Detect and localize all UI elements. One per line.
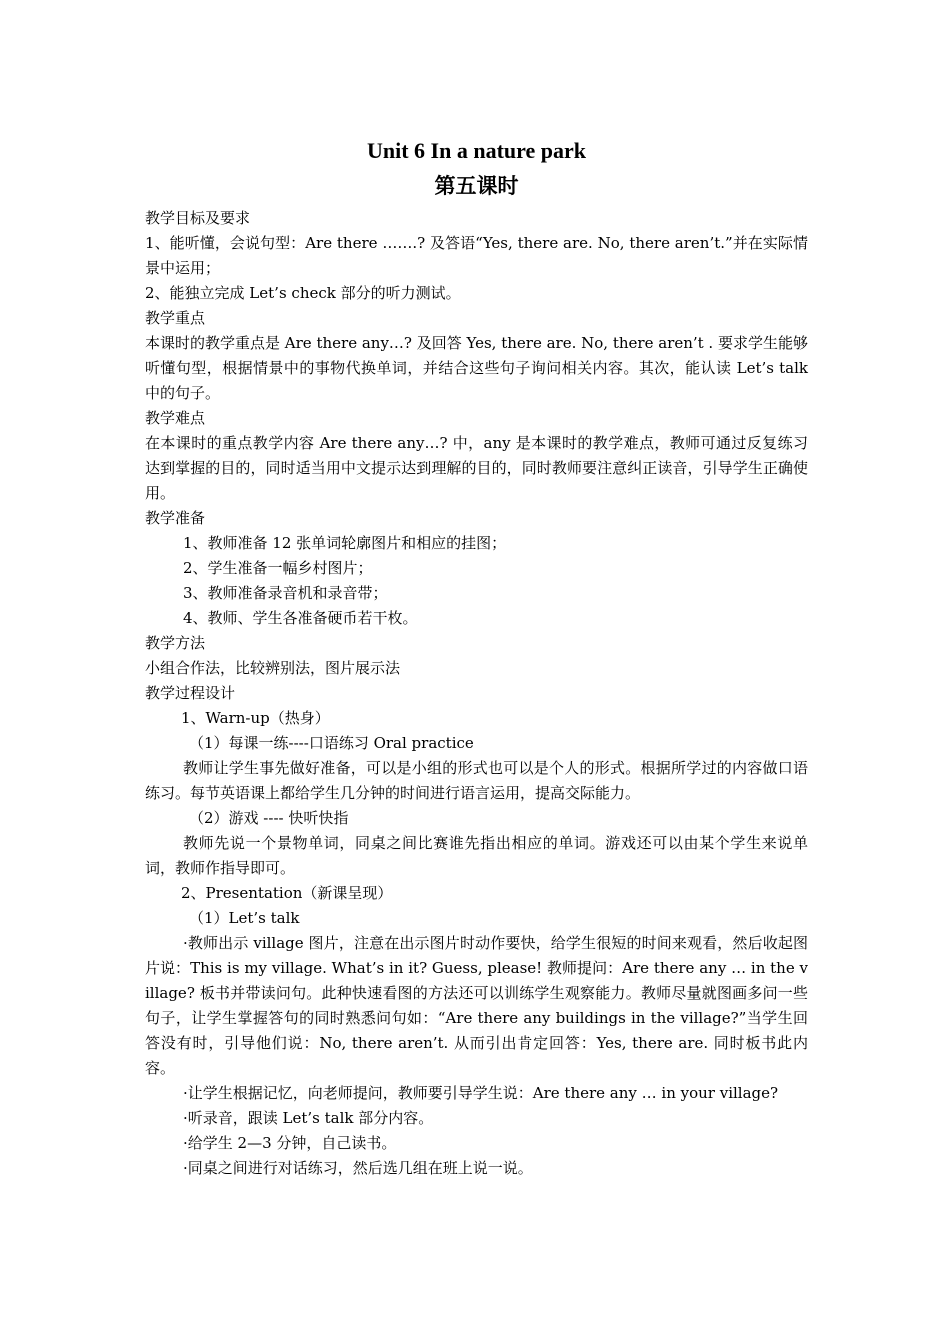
lesson-subtitle: 第五课时: [434, 173, 519, 198]
presentation-subheading-1: （1）Let’s talk: [189, 909, 300, 927]
methods-heading: 教学方法: [145, 634, 206, 652]
preparation-item: 1、教师准备 12 张单词轮廓图片和相应的挂图；: [183, 534, 507, 552]
presentation-heading: 2、Presentation（新课呈现）: [181, 884, 393, 902]
methods-text: 小组合作法，比较辨别法，图片展示法: [145, 659, 401, 677]
warmup-paragraph-2: 教师先说一个景物单词，同桌之间比赛谁先指出相应的单词。游戏还可以由某个学生来说单词，教师作指导即可。: [145, 834, 808, 877]
objective-item-2: 2、能独立完成 Let’s check 部分的听力测试。: [145, 284, 461, 302]
warmup-subheading-1: （1）每课一练----口语练习 Oral practice: [189, 734, 474, 752]
document-title: Unit 6 In a nature park: [366, 138, 587, 163]
preparation-heading: 教学准备: [145, 509, 206, 527]
preparation-item: 3、教师准备录音机和录音带；: [183, 584, 388, 602]
objectives-heading: 教学目标及要求: [145, 209, 251, 227]
presentation-bullet: ·让学生根据记忆，向老师提问，教师要引导学生说：Are there any … in your village?: [183, 1084, 779, 1102]
key-points-heading: 教学重点: [145, 309, 206, 327]
document-page: [145, 128, 808, 1181]
process-heading: 教学过程设计: [145, 684, 236, 702]
difficulties-text: 在本课时的重点教学内容 Are there any…? 中，any 是本课时的教学难点，教师可通过反复练习达到掌握的目的，同时适当用中文提示达到理解的目的，同时教师要注意纠正读音，引导学生正确使用。: [145, 434, 808, 502]
presentation-bullet: ·给学生 2—3 分钟，自己读书。: [183, 1134, 397, 1152]
preparation-item: 2、学生准备一幅乡村图片；: [183, 559, 373, 577]
warmup-heading: 1、Warn-up（热身）: [181, 709, 330, 727]
difficulties-heading: 教学难点: [145, 409, 206, 427]
preparation-item: 4、教师、学生各准备硬币若干枚。: [183, 609, 418, 627]
presentation-bullet: ·教师出示 village 图片，注意在出示图片时动作要快，给学生很短的时间来观看，然后收起图片说：This is my village. What’s in it? Guess, please! 教师提问：Are there any … in the village? 板书并带读问句。此种快速看图的方法还可以训练学生观察能力。教师尽量就图画多问一些句子，让学生掌握答句的同时熟悉问句如：“Are there any buildings in the village?”当学生回答没有时，引导他们说：No, there aren’t. 从而引出肯定回答：Yes, there are. 同时板书此内容。: [145, 934, 808, 1077]
key-points-text: 本课时的教学重点是 Are there any…? 及回答 Yes, there are. No, there aren’t . 要求学生能够听懂句型，根据情景中的事物代换单词，并结合这些句子询问相关内容。其次，能认读 Let’s talk 中的句子。: [145, 334, 808, 402]
warmup-paragraph-1: 教师让学生事先做好准备，可以是小组的形式也可以是个人的形式。根据所学过的内容做口语练习。每节英语课上都给学生几分钟的时间进行语言运用，提高交际能力。: [145, 759, 808, 802]
warmup-subheading-2: （2）游戏 ---- 快听快指: [189, 809, 349, 827]
presentation-bullet: ·同桌之间进行对话练习，然后选几组在班上说一说。: [183, 1159, 533, 1177]
presentation-bullet: ·听录音，跟读 Let’s talk 部分内容。: [183, 1109, 434, 1127]
objective-item-1: 1、能听懂，会说句型：Are there …….? 及答语“Yes, there are. No, there aren’t.”并在实际情景中运用；: [145, 234, 808, 277]
